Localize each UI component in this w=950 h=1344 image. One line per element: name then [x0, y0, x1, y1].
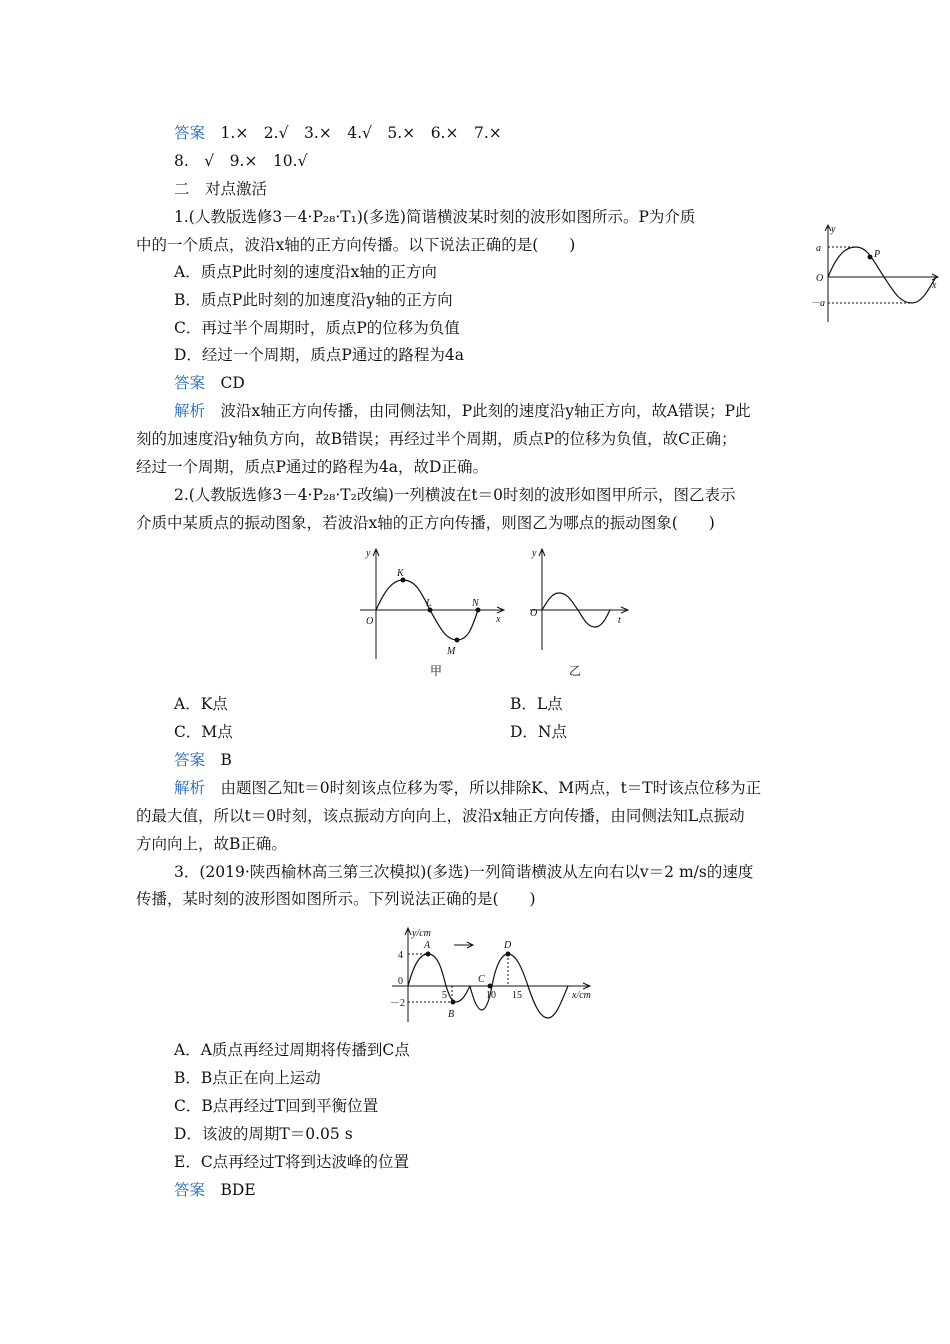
q2-analysis-line-3: 方向向上，故B正确。 [136, 835, 287, 853]
q2-line-2: 介质中某质点的振动图象，若波沿x轴的正方向传播，则图乙为哪点的振动图象( ) [136, 514, 715, 532]
q2-option-c: C．M点 [174, 723, 233, 741]
q1-line-2: 中的一个质点，波沿x轴的正方向传播。以下说法正确的是( ) [136, 236, 576, 254]
tick-5: 5 [442, 990, 447, 1001]
q3-option-a: A．A质点再经过周期将传播到C点 [174, 1041, 410, 1059]
d-label: D [504, 940, 512, 951]
origin-label: O [816, 273, 824, 284]
y-label: y [366, 548, 371, 559]
t-label: t [618, 615, 621, 626]
x-label: x/cm [572, 990, 591, 1001]
q2-option-d: D．N点 [510, 723, 567, 741]
point-p [868, 255, 873, 260]
l-label: L [426, 598, 432, 609]
tick-4: 4 [398, 950, 403, 961]
answer-row-2: 8. √ 9.× 10.√ [174, 152, 308, 170]
p-label: P [874, 249, 881, 260]
a-label: a [816, 243, 821, 254]
point-b [451, 1000, 456, 1005]
q3-line-2: 传播，某时刻的波形图如图所示。下列说法正确的是( ) [136, 890, 536, 908]
point-c [488, 984, 493, 989]
q1-option-c: C．再过半个周期时，质点P的位移为负值 [174, 319, 460, 337]
answer-text: 1.× 2.√ 3.× 4.√ 5.× 6.× 7.× [220, 124, 502, 142]
q3-option-c: C．B点再经过T回到平衡位置 [174, 1097, 379, 1115]
answer-row-1 [174, 123, 502, 143]
caption-yi: 乙 [569, 664, 582, 678]
q2-analysis-line-1 [174, 778, 761, 798]
wave-curve [828, 247, 936, 303]
answer-tag: 答案 [174, 1181, 206, 1199]
q1-wave-figure [808, 222, 944, 332]
q1-option-d: D．经过一个周期，质点P通过的路程为4a [174, 346, 464, 364]
q2-answer [174, 750, 232, 770]
n-label: N [472, 598, 479, 609]
answer-value: CD [220, 374, 245, 392]
q1-analysis-line-3: 经过一个周期，质点P通过的路程为4a，故D正确。 [136, 458, 488, 476]
neg-a-label: －a [810, 298, 825, 309]
origin-label: O [530, 608, 538, 619]
q2-option-b: B．L点 [510, 695, 563, 713]
point-d [506, 952, 511, 957]
tick-neg2: －2 [390, 998, 405, 1009]
q2-figure-a [354, 544, 510, 680]
q1-option-a: A．质点P此时刻的速度沿x轴的正方向 [174, 263, 437, 281]
b-label: B [448, 1009, 455, 1020]
q2-line-1: 2.(人教版选修3－4·P₂₈·T₂改编)一列横波在t＝0时刻的波形如图甲所示，图乙表示 [174, 486, 736, 504]
analysis-text: 由题图乙知t＝0时刻该点位移为零，所以排除K、M两点，t＝T时该点位移为正 [220, 779, 762, 797]
point-m [455, 638, 460, 643]
q2-option-a: A．K点 [174, 695, 228, 713]
q3-answer [174, 1180, 256, 1200]
answer-value: B [220, 751, 232, 769]
q1-line-1: 1.(人教版选修3－4·P₂₈·T₁)(多选)简谐横波某时刻的波形如图所示。P为介质 [174, 208, 696, 226]
y-label: y [532, 548, 537, 559]
y-label: y/cm [412, 928, 431, 939]
origin-label: O [366, 616, 374, 627]
caption-jia: 甲 [430, 664, 443, 678]
q1-analysis-line-1 [174, 401, 751, 421]
q3-option-d: D．该波的周期T＝0.05 s [174, 1125, 353, 1143]
tick-0: 0 [398, 976, 403, 987]
c-label: C [478, 974, 485, 985]
answer-tag: 答案 [174, 124, 206, 142]
point-a [426, 952, 431, 957]
y-label: y [831, 224, 836, 235]
analysis-tag: 解析 [174, 779, 206, 797]
analysis-text: 波沿x轴正方向传播，由同侧法知，P此刻的速度沿y轴正方向，故A错误；P此 [220, 402, 751, 420]
q3-option-e: E．C点再经过T将到达波峰的位置 [174, 1153, 410, 1171]
q1-option-b: B．质点P此时刻的加速度沿y轴的正方向 [174, 291, 453, 309]
answer-tag: 答案 [174, 751, 206, 769]
tick-15: 15 [512, 990, 522, 1001]
x-label: x [932, 280, 937, 291]
wave-segment-1 [408, 954, 470, 1002]
q2-analysis-line-2: 的最大值，所以t＝0时刻，该点振动方向向上，波沿x轴正方向传播，由同侧法知L点振动 [136, 807, 745, 825]
q2-figure-b [524, 544, 636, 680]
a-label: A [424, 940, 431, 951]
answer-value: BDE [220, 1181, 256, 1199]
analysis-tag: 解析 [174, 402, 206, 420]
q1-analysis-line-2: 刻的加速度沿y轴负方向，故B错误；再经过半个周期，质点P的位移为负值，故C正确； [136, 430, 737, 448]
m-label: M [447, 646, 456, 657]
q3-line-1: 3．(2019·陕西榆林高三第三次模拟)(多选)一列简谐横波从左向右以v＝2 m/s的速度 [174, 863, 754, 881]
answer-tag: 答案 [174, 374, 206, 392]
q3-wave-figure [366, 924, 602, 1024]
k-label: K [397, 568, 404, 579]
tick-10: 10 [486, 990, 496, 1001]
q3-option-b: B．B点正在向上运动 [174, 1069, 321, 1087]
q1-answer [174, 373, 245, 393]
x-label: x [496, 614, 501, 625]
section-heading: 二 对点激活 [174, 180, 268, 198]
